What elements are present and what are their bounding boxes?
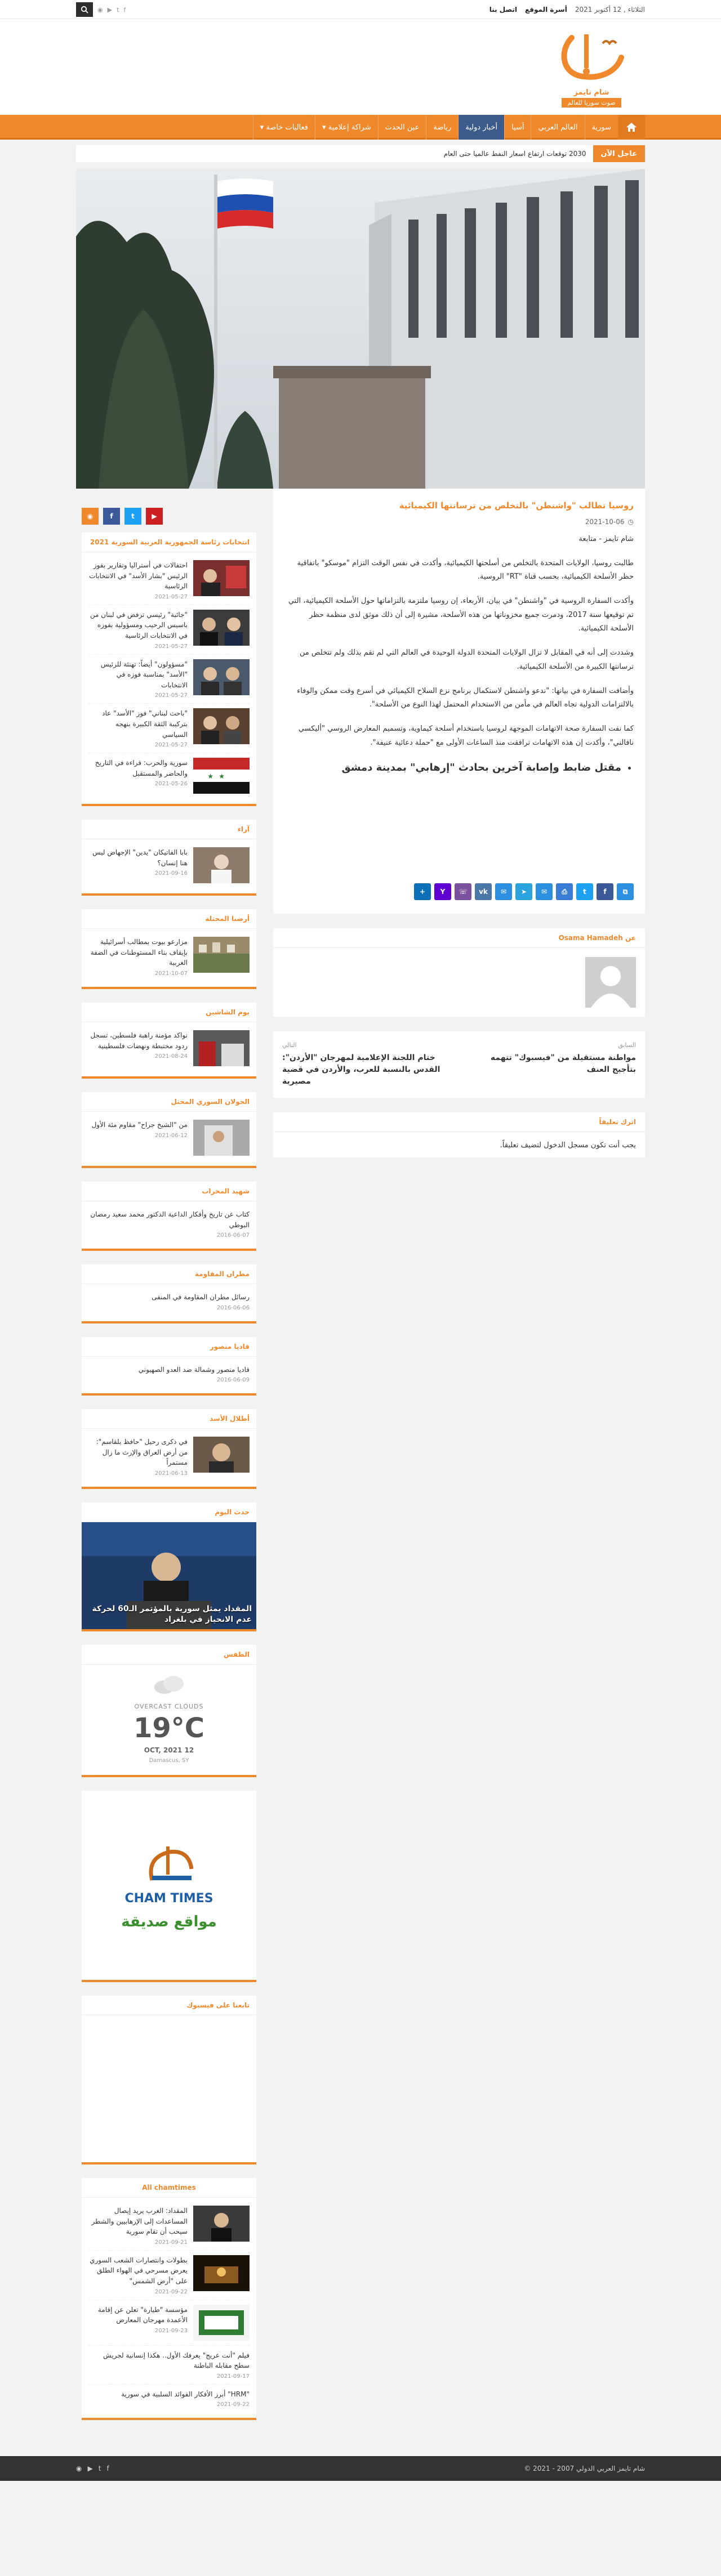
list-item-title[interactable]: بابا الفاتيكان "يدين" الإجهاض ليس هنا إنسان؟ — [92, 848, 188, 867]
share-copy-button[interactable]: ⧉ — [617, 883, 634, 900]
previous-label: السابق — [618, 1041, 636, 1049]
site-header — [0, 19, 721, 115]
list-item[interactable] — [88, 932, 250, 981]
list-item-title[interactable]: المقداد: الغرب يريد إيصال المساعدات إلى الإرهابيين والشطر سيحب أن تقام سورية — [91, 2207, 188, 2236]
widget-assad-ruins — [82, 1409, 256, 1489]
clock-icon: ◷ — [627, 518, 634, 526]
widget-title: أرضنا المحتلة — [82, 909, 256, 929]
share-twitter-button[interactable]: t — [576, 883, 593, 900]
list-item-date: 2021-06-12 — [154, 1132, 188, 1139]
widget-weather — [82, 1645, 256, 1777]
list-item[interactable] — [88, 1432, 250, 1481]
article-source: شام تايمز - متابعة — [578, 535, 634, 543]
list-item-title[interactable]: "HRM" أبرز الأفكار الفوائد السلبية في سورية — [121, 2390, 250, 2398]
search-button[interactable] — [76, 2, 93, 17]
list-item-date: 2016-06-09 — [216, 1377, 250, 1384]
news-thumbnail — [193, 937, 250, 973]
article-paragraph: وشددت إلى أنه في المقابل لا تزال الولايات المتحدة الدولة الوحيدة في العالم التي لم تقم بذلك ولم تتخلص من ترسانتها الكبيرة من الأسلحة الكيميائية. — [299, 649, 634, 671]
list-item[interactable] — [88, 1287, 250, 1316]
news-thumbnail — [193, 2206, 250, 2242]
news-thumbnail — [193, 708, 250, 744]
list-item-title[interactable]: سورية والحرب: قراءة في التاريخ والحاضر والمستقبل — [95, 759, 188, 777]
list-item-title[interactable]: في ذكرى رحيل "حافظ بلقاسم": من أرض العراق والإرث ما زال مستمراً — [96, 1438, 188, 1467]
list-item-date: 2021-09-22 — [154, 2288, 188, 2295]
footer-social — [76, 2465, 109, 2472]
widget-facebook — [82, 1996, 256, 2164]
list-item-date: 2021-10-07 — [154, 970, 188, 977]
list-item-title[interactable]: بطولات وانتصارات الشعب السوري يعرض مسرحي في الهواء الطلق على "أرض الشمس" — [90, 2256, 188, 2286]
facebook-icon[interactable]: f — [106, 2465, 109, 2473]
list-item-date: 2021-09-16 — [154, 870, 188, 877]
chamtimes-logo-icon — [135, 1841, 203, 1891]
nav-item-special-events[interactable]: فعاليات خاصة ▾ — [253, 115, 315, 140]
sidebar-social — [82, 500, 256, 533]
list-item-title[interactable]: مؤسسة "طيارة" تعلن عن إقامة الأعمدة مهرجان المعارض — [97, 2305, 188, 2324]
share-buttons — [284, 883, 634, 900]
list-item-date: 2021-05-26 — [154, 781, 188, 788]
list-item[interactable] — [88, 2251, 250, 2300]
widget-title: All chamtimes — [82, 2178, 256, 2198]
share-add-button[interactable]: + — [414, 883, 431, 900]
list-item-title[interactable]: مزارعو بيوت بمطالب أسرائيلية بإيقاف بناء المستوطنات في الضفة الغربية — [90, 938, 188, 967]
news-thumbnail — [193, 1120, 250, 1156]
widget-martyrs-day — [82, 1003, 256, 1079]
list-item[interactable] — [88, 843, 250, 888]
related-list — [284, 760, 634, 776]
site-logo[interactable] — [538, 25, 645, 109]
search-icon — [81, 6, 88, 14]
breaking-text[interactable]: 2030 توقعات ارتفاع اسعار النفط عالميا حتى العام — [443, 150, 586, 158]
list-item-date: 2021-05-27 — [154, 692, 188, 699]
news-thumbnail — [193, 1437, 250, 1473]
author-box — [273, 928, 645, 1017]
author-box-title: عن Osama Hamadeh — [273, 928, 645, 948]
next-post[interactable] — [282, 1041, 451, 1088]
next-title[interactable]: ختام اللجنة الإعلامية لمهرجان "الأردن": القدس بالنسبة للعرب، والأردن في قضية مصيرية — [282, 1053, 440, 1086]
sidebar — [82, 489, 256, 2434]
list-item-date: 2016-06-07 — [216, 1232, 250, 1239]
home-button[interactable] — [618, 115, 645, 140]
list-item[interactable] — [88, 1115, 250, 1160]
next-label: التالي — [282, 1041, 297, 1049]
list-item-title[interactable]: قاديا منصور وشمالة ضد العدو الصهيوني — [138, 1365, 250, 1374]
list-item-date: 2016-06-06 — [216, 1304, 250, 1311]
list-item-date: 2021-06-13 — [154, 1470, 188, 1477]
breaking-label: عاجل الآن — [593, 145, 646, 162]
user-icon — [585, 957, 636, 1008]
article-paragraph: طالبت روسيا، الولايات المتحدة بالتخلص من أسلحتها الكيميائية، وأكدت في نفس الوقت التزام "موسكو" باتفاقية حظر الأسلحة الكيميائية، بحسب قناة "RT" الروسية. — [297, 558, 634, 582]
article-title: روسيا تطالب "واشنطن" بالتخلص من ترسانتها الكيميائية — [399, 500, 634, 511]
widget-title: حدث اليوم — [82, 1502, 256, 1522]
share-print-button[interactable]: ⎙ — [556, 883, 573, 900]
twitter-icon[interactable]: t — [98, 2465, 101, 2473]
list-item-date: 2021-05-27 — [154, 742, 188, 749]
comment-box-title: اترك تعليقاً — [273, 1112, 645, 1132]
list-item[interactable] — [88, 704, 250, 753]
list-item-date: 2021-09-22 — [216, 2401, 250, 2408]
nav-item-arab-world[interactable]: العالم العربي — [531, 115, 584, 140]
widget-title: تابعنا على فيسبوك — [82, 1996, 256, 2015]
list-item-date: 2021-08-24 — [154, 1053, 188, 1060]
list-item-date: 2021-05-27 — [154, 643, 188, 650]
related-link[interactable]: • مقتل ضابط وإصابة آخرين بحادث "إرهابي" بمدينة دمشق — [284, 760, 621, 776]
list-item-title[interactable]: نواكد مؤمنة راهبة فلسطين، تسجل ردود مختبطة ونهضات فلسطينية — [90, 1031, 188, 1050]
share-yahoo-button[interactable]: Y — [434, 883, 451, 900]
news-thumbnail — [193, 610, 250, 646]
weather-date: OCT, 2021 12 — [144, 1746, 194, 1755]
nav-item-media-partnership[interactable]: شراكة إعلامية ▾ — [315, 115, 378, 140]
list-item-date: 2021-05-27 — [154, 593, 188, 600]
list-item[interactable] — [88, 1360, 250, 1388]
share-email-button[interactable]: ✉ — [536, 883, 553, 900]
featured-image — [76, 169, 645, 489]
partner-label[interactable]: مواقع صديقة — [121, 1913, 217, 1930]
weather-city: Damascus, SY — [149, 1757, 189, 1764]
article-paragraph: كما نفت السفارة صحة الاتهامات الموجهة لروسيا باستخدام أسلحة كيماوية، وتسميم المعارض الروسي "أليكسي نافالني"، وأكدت إن هذه الاتهامات ترافقت منذ الساعات الأولى مع "حملة دعائية عنيفة". — [298, 724, 634, 747]
twitter-icon[interactable]: t — [117, 6, 119, 14]
widget-title: يوم الشاشين — [82, 1003, 256, 1022]
rss-button[interactable]: ◉ — [82, 508, 99, 525]
list-item[interactable] — [88, 605, 250, 655]
site-footer — [0, 2456, 721, 2481]
link-site-team[interactable]: أسرة الموقع — [524, 6, 567, 14]
previous-post[interactable] — [467, 1041, 636, 1088]
logo-mark-icon — [549, 26, 634, 88]
cloud-icon — [151, 1672, 187, 1695]
article-paragraph: وأضافت السفارة في بيانها: "ندعو واشنطن لاستكمال برنامج نزع السلاح الكيميائي في أسرع وقت ممكن والوفاء بالالتزامات الدولية تجاه العالم في مأمن من الاستخدام المحتمل لهذا النوع من الأسلحة". — [297, 686, 634, 709]
previous-title[interactable]: مواطنة مستقيلة من "فيسبوك" تتهمه بتأجيج العنف — [490, 1053, 636, 1075]
twitter-button[interactable]: t — [124, 508, 141, 525]
list-item-title[interactable]: رسائل مطران المقاومة في المنفى — [152, 1293, 250, 1302]
svg-text:★: ★ — [207, 772, 213, 781]
youtube-button[interactable]: ▶ — [146, 508, 163, 525]
list-item-title[interactable]: كتاب عن تاريخ وأفكار الداعية الدكتور محمد سعيد رمضان البوطي — [90, 1210, 250, 1229]
breaking-news-bar — [76, 145, 645, 162]
syrian-flag-thumbnail — [193, 758, 250, 794]
widget-title: مطران المقاومة — [82, 1264, 256, 1284]
article — [273, 489, 645, 914]
nav-item-syria[interactable]: سورية — [585, 115, 618, 140]
author-avatar — [585, 957, 636, 1008]
list-item[interactable] — [88, 1026, 250, 1071]
rss-icon[interactable]: ◉ — [76, 2465, 82, 2473]
nav-item-international[interactable]: أخبار دولية — [458, 115, 504, 140]
list-item[interactable] — [88, 2346, 250, 2385]
nav-item-event-eye[interactable]: عين الحدث — [378, 115, 426, 140]
widget-title: انتخابات رئاسة الجمهورية العربية السورية 2021 — [82, 533, 256, 552]
event-image[interactable] — [82, 1522, 256, 1629]
widget-partner-sites — [82, 1791, 256, 1982]
facebook-button[interactable]: f — [103, 508, 120, 525]
widget-all-chamtimes — [82, 2178, 256, 2420]
rss-icon[interactable]: ◉ — [97, 6, 103, 14]
widget-golan — [82, 1092, 256, 1168]
home-icon — [626, 122, 637, 132]
top-bar — [0, 0, 721, 19]
widget-qadia-mansour — [82, 1337, 256, 1396]
widget-title: الجولان السوري المحتل — [82, 1092, 256, 1112]
widget-title: الطقس — [82, 1645, 256, 1665]
weather-condition: OVERCAST CLOUDS — [134, 1703, 204, 1711]
comment-box — [273, 1112, 645, 1157]
widget-title: آراء — [82, 820, 256, 839]
nav-item-asia[interactable]: أسيا — [504, 115, 531, 140]
footer-copyright: شام تايمز العربي الدولي 2007 - 2021 © — [524, 2465, 645, 2473]
share-mail-button[interactable]: ✉ — [495, 883, 512, 900]
news-thumbnail — [193, 560, 250, 596]
login-required-text: يجب أنت تكون مسجل الدخول لتضيف تعليقاً. — [500, 1141, 636, 1150]
widget-resistance-bishop — [82, 1264, 256, 1323]
widget-event-of-day — [82, 1502, 256, 1631]
list-item-title[interactable]: احتفالات في أستراليا وتقارير بفوز الرئيس "بشار الأسد" في الانتخابات الرئاسية — [89, 561, 188, 591]
facebook-icon[interactable]: f — [123, 6, 126, 14]
widget-opinions — [82, 820, 256, 896]
share-telegram-button[interactable]: ➤ — [515, 883, 532, 900]
widget-title: شهيد المحراب — [82, 1182, 256, 1201]
event-caption[interactable]: المقداد يمثل سورية بالمؤتمر الـ60 لحركة عدم الانحياز في بلغراد — [92, 1604, 252, 1625]
list-item-date: 2021-09-23 — [154, 2327, 188, 2334]
news-thumbnail — [193, 2305, 250, 2341]
widget-mihrab-martyr — [82, 1182, 256, 1251]
embassy-flag-photo-icon — [76, 169, 645, 489]
list-item[interactable] — [88, 655, 250, 704]
current-date: الثلاثاء , 12 أكتوبر 2021 — [575, 6, 645, 14]
list-item-title[interactable]: "جائبة" رئيسي ترفض في لبنان من باسيس الرحيب ومسؤولية بفوزه في الانتخابات الرئاسية — [90, 610, 188, 639]
share-viber-button[interactable]: ☏ — [455, 883, 471, 900]
news-thumbnail — [193, 1030, 250, 1066]
article-date: 2021-10-06 — [585, 518, 625, 526]
main-content — [273, 489, 645, 2434]
share-facebook-button[interactable]: f — [597, 883, 613, 900]
partner-brand: CHAM TIMES — [124, 1891, 213, 1906]
nav-item-sports[interactable]: رياضة — [426, 115, 458, 140]
list-item-title[interactable]: "مسؤولون" أيضاً: تهنئة للرئيس "الأسد" بمناسبة فوزه في الانتخابات — [100, 660, 188, 689]
post-navigation — [273, 1031, 645, 1098]
widget-title: أطلال الأسد — [82, 1409, 256, 1429]
share-vk-button[interactable]: vk — [475, 883, 492, 900]
list-item[interactable] — [88, 1205, 250, 1243]
widget-title: قاديا منصور — [82, 1337, 256, 1357]
article-paragraph: وأكدت السفارة الروسية في "واشنطن" في بيان، الأربعاء، إن روسيا ملتزمة بالتزاماتها حول الأسلحة الكيميائية، التي تم توقيعها سنة 2017، ودمرت جميع مخزوناتها من هذه الأسلحة، مشيرة إلى أن ذلك موثق لدى منظمة حظر الأسلحة الكيميائية. — [288, 597, 634, 633]
article-meta — [284, 518, 634, 526]
youtube-icon[interactable]: ▶ — [107, 6, 113, 14]
widget-occupied-land — [82, 909, 256, 989]
list-item[interactable] — [88, 556, 250, 605]
link-contact[interactable]: اتصل بنا — [489, 6, 517, 14]
svg-text:★: ★ — [219, 772, 225, 781]
list-item[interactable] — [88, 2201, 250, 2251]
logo-name: شام تايمز — [573, 88, 609, 97]
list-item[interactable] — [88, 2300, 250, 2346]
list-item[interactable] — [88, 2385, 250, 2413]
youtube-icon[interactable]: ▶ — [87, 2465, 93, 2473]
list-item-title[interactable]: من "الشيخ جراح" مقاوم مئة الأول — [91, 1120, 188, 1129]
news-thumbnail — [193, 847, 250, 883]
list-item-date: 2021-09-17 — [216, 2373, 250, 2380]
list-item-date: 2021-09-21 — [154, 2239, 188, 2246]
widget-elections — [82, 533, 256, 806]
news-thumbnail — [193, 659, 250, 695]
list-item[interactable] — [88, 753, 250, 798]
logo-tagline: صوت سوريا للعالم — [562, 98, 621, 108]
list-item-title[interactable]: فيلم "أنت عريج" يعرفك الأول.. هكذا إنسانية لجريش سطح مقابله الباطنة — [103, 2351, 250, 2370]
news-thumbnail — [193, 2255, 250, 2291]
weather-temperature: 19°C — [133, 1712, 205, 1745]
main-nav — [0, 115, 721, 140]
list-item-title[interactable]: "باحث لبناني" فوز "الأسد" عاد بتركيبة الثقة الكبيرة بنهجه السياسي — [102, 709, 188, 739]
